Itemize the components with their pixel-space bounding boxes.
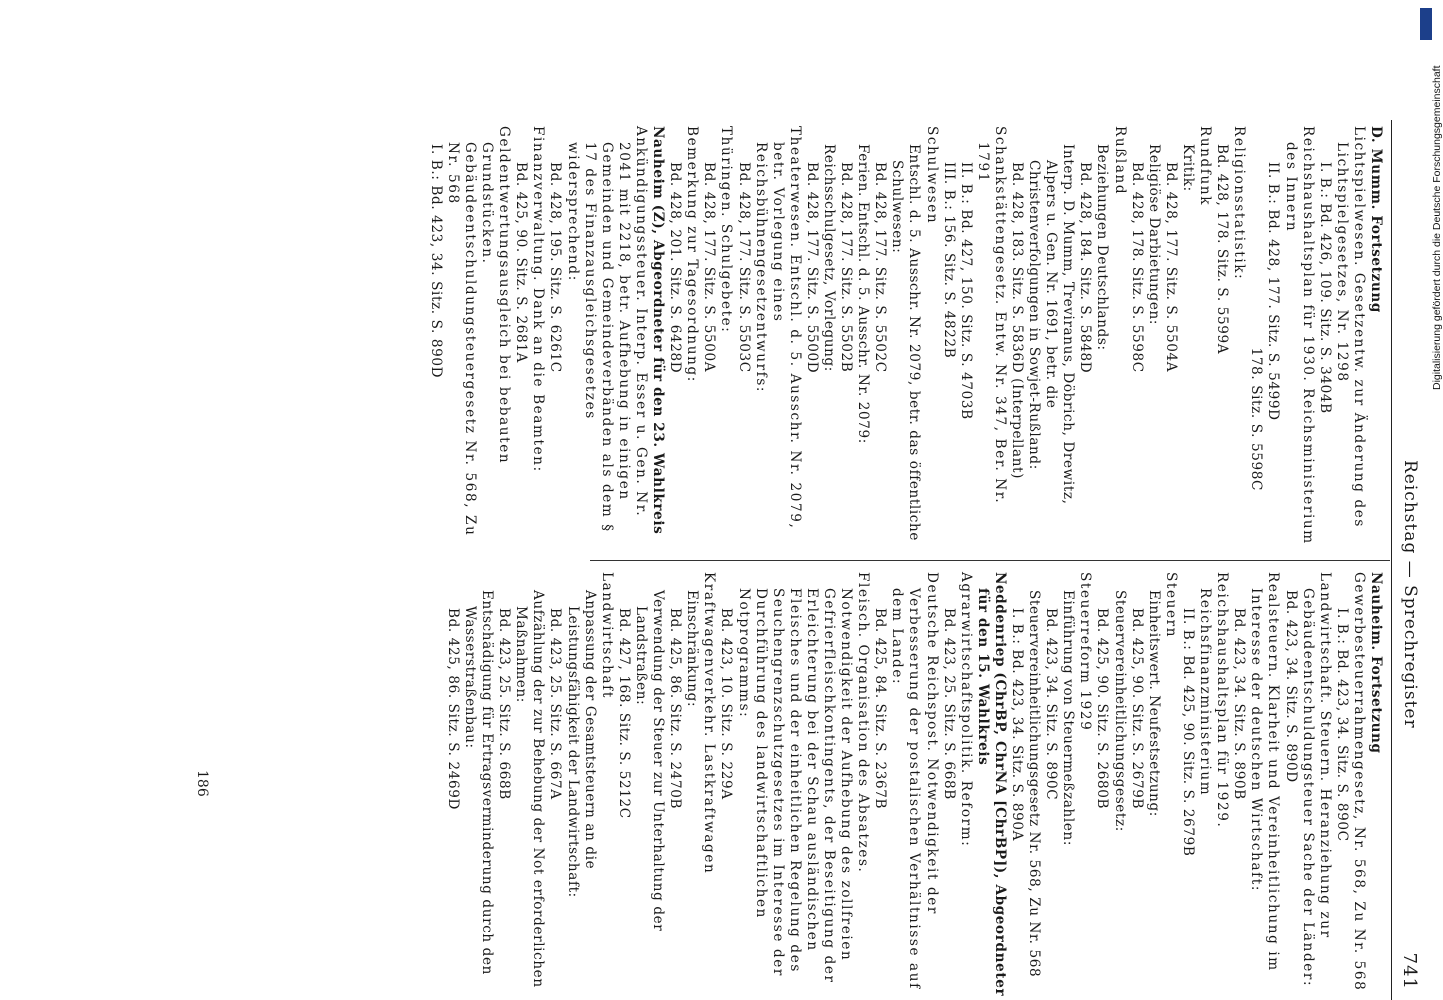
page-header — [1394, 120, 1420, 1000]
reference: III. B.: 156. Sitz. S. 4822B — [940, 162, 957, 359]
reference: Bd. 428, 177. Sitz. S. 5504A — [1162, 162, 1179, 373]
entry: Kraftwagenverkehr. Lastkraftwagen — [701, 572, 718, 875]
subentry: Kritik: — [1179, 144, 1196, 192]
subentry: Einführung von Steuermeßzahlen: — [1060, 590, 1077, 847]
member-heading: Neddenriep (ChrBP, ChrNA [ChrBP]), Abgeordneter für den 15. Wahlkreis — [974, 572, 1008, 997]
reference: Bd. 425, 86. Sitz. S. 2469D — [444, 608, 461, 810]
reference: Bd. 425, 84. Sitz. S. 2367B — [872, 608, 889, 810]
reference: Bd. 428, 177. Sitz. S. 5500A — [701, 162, 718, 373]
reference: Bd. 428, 177. Sitz. S. 5503C — [735, 162, 752, 373]
entry: Lichtspielwesen. Gesetzentw. zur Änderung des Lichtspielgesetzes, Nr. 1298 — [1333, 126, 1367, 529]
reference: Bd. 423, 34. Sitz. S. 890D — [1282, 590, 1299, 783]
reference: I. B.: Bd. 423, 34. Sitz. S. 890D — [427, 144, 444, 379]
reference: Bd. 428, 178. Sitz. S. 5599A — [1214, 144, 1231, 355]
entry: Geldentwertungsausgleich bei bebauten Grundstücken. Gebäudeentschuldungsteuergesetz Nr. 568, Zu Nr. 568 — [444, 126, 513, 537]
reference: Bd. 427, 168. Sitz. S. 5212C — [615, 608, 632, 819]
reference: Bd. 425, 90. Sitz. S. 2680B — [1094, 608, 1111, 810]
reference: Bd. 423, 34. Sitz. S. 890C — [1043, 608, 1060, 801]
entry: Landwirtschaft — [598, 572, 615, 699]
reference: II. B.: Bd. 425, 90. Sitz. S. 2679B — [1179, 608, 1196, 857]
reference: Bd. 423, 34. Sitz. S. 890B — [1231, 608, 1248, 800]
subentry: Aufzählung der zur Behebung der Not erforderlichen Maßnahmen: — [513, 590, 547, 988]
reference: Bd. 428, 195. Sitz. S. 6261C — [547, 162, 564, 373]
entry: Religionsstatistik: — [1231, 126, 1248, 281]
rotated-page — [120, 120, 1420, 1000]
reference: Bd. 423, 25. Sitz. S. 668B — [940, 608, 957, 800]
entry: Gewerbesteuerrahmengesetz, Nr. 568, Zu Nr. 568 — [1350, 572, 1367, 992]
reference: Bd. 425, 86. Sitz. S. 2470B — [667, 608, 684, 810]
entry: Rundfunk — [1197, 126, 1214, 207]
reference: Bd. 428, 177. Sitz. S. 5502C — [872, 162, 889, 373]
subentry: Steuervereinheitlichungsgesetz: — [1111, 590, 1128, 832]
reference: Bd. 425, 90. Sitz. S. 2681A — [513, 162, 530, 363]
entry: Thüringen. Schulgebete: — [718, 126, 735, 334]
left-column — [427, 126, 1384, 551]
entry: Fleisch. Organisation des Absatzes. Notwendigkeit der Aufhebung des zollfreien Gefrierfleischkontingents, der Beseitigung der Erleichterung bei der Schau ausländischen Fleisches und der einheitlichen Regelung des Seuchengrenzschutzgesetzes im Interesse der Durchführung des landwirtschaftlichen Notprogramms: — [735, 572, 872, 984]
entry: Realsteuern. Klarheit und Vereinheitlichung im Interesse der deutschen Wirtschaft: — [1248, 572, 1282, 972]
subentry: Steuervereinheitlichungsgesetz Nr. 568, Zu Nr. 568 — [1026, 590, 1043, 978]
reference: Bd. 428, 177. Sitz. S. 5500D — [803, 162, 820, 374]
reference: I. B.: Bd. 423, 34. Sitz. S. 890C — [1333, 608, 1350, 842]
header-rule — [1391, 120, 1392, 1000]
reference: Bd. 423, 25. Sitz. S. 667A — [547, 608, 564, 800]
subentry: Interp. D. Mumm, Treviranus, Döbrich, Drewitz, Alpers u. Gen. Nr. 1691, betr. die Christenverfolgungen in Sowjet-Rußland: — [1026, 144, 1077, 505]
entry: Finanzverwaltung. Dank an die Beamten: — [530, 126, 547, 473]
reference: Bd. 428, 201. Sitz. S. 6428D — [667, 162, 684, 374]
subentry: Religiöse Darbietungen: — [1145, 144, 1162, 326]
entry-heading: D. Mumm. Fortsetzung — [1368, 126, 1384, 313]
reference: Bd. 428, 178. Sitz. S. 5598C — [1128, 162, 1145, 373]
sheet-number: 186 — [194, 770, 210, 797]
reference: I. B.: Bd. 426, 109. Sitz. S. 3404B — [1316, 162, 1333, 414]
entry: Steuern — [1162, 572, 1179, 639]
subentry: Entschädigung für Ertragsverminderung durch den Wasserstraßenbau: — [462, 590, 496, 975]
entry: Schulwesen — [923, 126, 940, 225]
page-number: 741 — [1399, 952, 1420, 990]
reference: Bd. 423, 25. Sitz. S. 668B — [496, 608, 513, 800]
entry: Agrarwirtschaftspolitik. Reform: — [957, 572, 974, 848]
column-divider — [590, 560, 1390, 561]
entry: Deutsche Reichspost. Notwendigkeit der Verbesserung der postalischen Verhältnisse auf dem Lande: — [889, 572, 940, 990]
subentry: Ferien. Entschl. d. 5. Ausschr. Nr. 2079: — [855, 144, 872, 444]
reference: Bd. 428, 177. Sitz. S. 5502B — [838, 162, 855, 373]
subentry: Einschränkung: — [684, 590, 701, 708]
credit-strip — [1418, 10, 1443, 990]
entry: Reichshaushaltsplan für 1929. Reichsfinanzministerium — [1197, 572, 1231, 829]
entry: Schankstättengesetz. Entw. Nr. 347, Ber. Nr. 1791 — [974, 126, 1008, 505]
reference: Bd. 423, 10. Sitz. S. 229A — [718, 608, 735, 800]
reference: II. B.: Bd. 428, 177. Sitz. S. 5499D — [1265, 162, 1282, 421]
reference: Bd. 428, 184. Sitz. S. 5848D — [1077, 162, 1094, 374]
subentry: Reichsschulgesetz, Vorlegung: — [821, 144, 837, 372]
reference: 178. Sitz. S. 5598C — [1248, 347, 1265, 491]
running-title: Reichstag — Sprechregister — [1400, 460, 1420, 729]
entry: Ankündigungssteuer. Interp. Esser u. Gen. Nr. 2041 mit 2218, betr. Aufhebung in einigen Gemeinden und Gemeindeverbänden als dem § 17 des Finanzausgleichsgesetzes widersprechend: — [564, 126, 649, 533]
entry: Theaterwesen. Entschl. d. 5. Ausschr. Nr. 2079, betr. Vorlegung eines Reichsbühnengesetzentwurfs: — [752, 126, 803, 530]
subentry: Anpassung der Gesamtsteuern an die Leistungsfähigkeit der Landwirtschaft: — [564, 590, 598, 898]
entry: Reichshaushaltsplan für 1930. Reichsministerium des Innern — [1282, 126, 1316, 545]
right-column — [444, 572, 1384, 997]
entry: Bemerkung zur Tagesordnung: — [684, 126, 701, 383]
entry: Rußland — [1111, 126, 1128, 196]
reference: I. B.: Bd. 423, 34. Sitz. S. 890A — [1009, 608, 1026, 842]
subentry: Beziehungen Deutschlands: — [1094, 144, 1111, 351]
reference: Bd. 428, 183. Sitz. S. 5836D (Interpellant) — [1009, 162, 1026, 480]
entry: Landwirtschaft. Steuern. Heranziehung zur Gebäudeentschuldungsteuer Sache der Länder: — [1299, 572, 1333, 988]
reference: II. B.: Bd. 427, 150. Sitz. S. 4703B — [957, 162, 974, 420]
subentry: Einheitswert. Neufestsetzung: — [1145, 590, 1162, 817]
reference: Bd. 425, 90. Sitz. S. 2679B — [1128, 608, 1145, 810]
subentry: Entschl. d. 5. Ausschr. Nr. 2079, betr. das öffentliche Schulwesen: — [889, 144, 923, 542]
entry-heading: Nauheim. Fortsetzung — [1368, 572, 1384, 754]
member-heading: Nauheim (Z), Abgeordneter für den 23. Wahlkreis — [650, 126, 667, 535]
subentry: Verwendung der Steuer zur Unterhaltung der Landstraßen: — [632, 590, 667, 932]
entry: Steuerreform 1929 — [1077, 572, 1094, 732]
digitization-credit: Digitalisierung gefördert durch die Deutsche Forschungsgemeinschaft — [1431, 65, 1443, 390]
